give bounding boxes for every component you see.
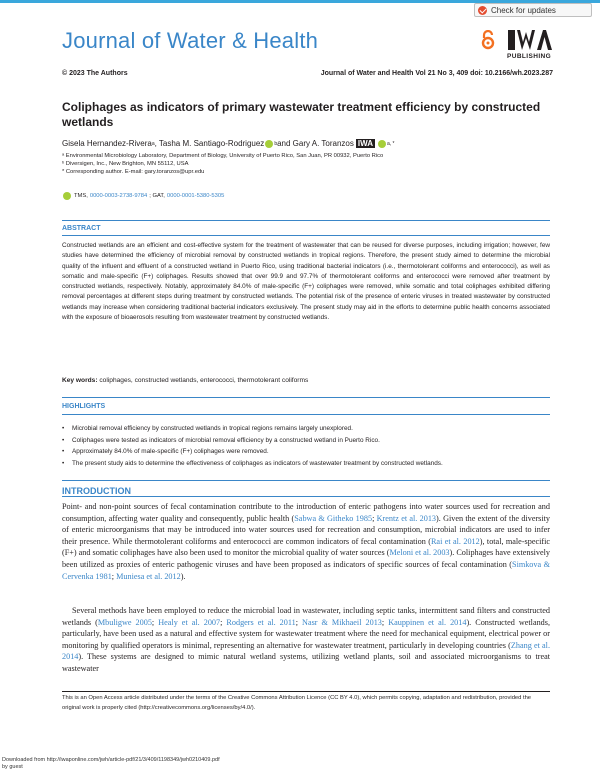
author-3-sup: a, * [387,140,395,147]
divider [62,235,550,236]
check-updates-label: Check for updates [491,5,556,15]
text-run: ). [180,571,186,581]
iwa-member-icon: IWA [357,139,373,148]
iwa-publishing-logo [508,26,552,54]
text-run: ; [372,513,377,523]
divider [62,397,550,398]
list-item: • Coliphages were tested as indicators of microbial removal efficiency by a constructed wetland in Puerto Rico. [62,435,550,447]
text-run: ). Coliphages have extensively been utilized as proxies of enteric pathogenic viruses and have been proposed as indicators of specific sources of fecal contamination ( [62,548,551,569]
orcid-label-1: TMS, [74,193,88,199]
citation-link[interactable]: Rai et al. 2012 [430,536,480,546]
divider [62,414,550,415]
text-run: ; [151,617,159,627]
publisher-label: PUBLISHING [507,53,552,60]
text-run: ; [220,617,227,627]
journal-title: Journal of Water & Health [62,28,319,53]
citation-link[interactable]: Simkova & Cervenka 1981 [62,559,550,581]
citation-link[interactable]: Healy et al. 2007 [158,617,221,627]
intro-paragraph-1 [62,501,550,582]
highlights-heading: HIGHLIGHTS [62,403,106,410]
citation-link[interactable]: Meloni et al. 2003 [389,548,450,558]
text-run: ; [111,571,117,581]
download-url: Downloaded from http://iwaponline.com/jwh/article-pdf/21/3/409/1198349/jwh0210409.pdf [2,757,220,763]
abstract-heading: ABSTRACT [62,225,101,232]
download-guest: by guest [2,763,23,770]
text-run: ; [381,617,389,627]
keywords-label: Key words: [62,377,98,384]
citation-link[interactable]: Nasr & Mikhaeil 2013 [302,617,382,627]
orcid-ids [62,192,224,200]
citation-link[interactable]: Rodgers et al. 2011 [226,617,296,627]
divider [62,220,550,221]
abstract-text: Constructed wetlands are an efficient and cost-effective system for the treatment of wastewater that can be reused for diverse purposes, including irrigation; however, few studies have determined the efficiency of microbial removal by constructed wetlands in tropical regions. Therefore, the present study aimed to determine the microbial quality of the influent and effluent of a constructed wetland in Puerto Rico, using traditional bacterial indicators (i.e., thermotolerant coliforms and enterococci), as well as somatic and male-specific (F+) coliphages. Results showed that over 99.9 and 97.7% of thermotolerant coliforms and enterococci were removed after treatment by constructed wetlands, respectively. Notably, approximately 84.0% of male-specific (F+) coliphages were removed, while somatic and total coliphages exhibited differing removal percentages at different steps during treatment by constructed wetlands. The potential risk of the presence of enteric viruses in treated wastewater by constructed wetlands may increase when considering traditional bacterial indicators exclusively. The present study may aid in the efforts to determine public health concerns associated with the exposure of bioaerosols resulting from wastewater treatment by constructed wetlands. [62,242,550,322]
author-2-sup: b [274,140,278,147]
orcid-link-1[interactable]: 0000-0003-2738-9784 [89,193,148,199]
affiliation-b: ᵇ Diversigen, Inc., New Brighton, MN 55112, USA [62,161,189,167]
divider [62,496,550,497]
copyright: © 2023 The Authors [62,70,128,77]
affiliation-a: ᵃ Environmental Microbiology Laboratory, Department of Biology, University of Puerto Rico, San Juan, PR 00932, Puerto Rico [62,153,384,159]
open-access-icon [481,30,495,50]
license-footnote: This is an Open Access article distributed under the terms of the Creative Commons Attribution Licence (CC BY 4.0), which permits copying, adaptation and redistribution, provided the original work is properly cited (http://creativecommons.org/licenses/by/4.0/). [62,695,532,711]
list-item: • Approximately 84.0% of male-specific (F+) coliphages were removed. [62,446,550,458]
introduction-heading: INTRODUCTION [62,486,131,496]
corresponding-author: * Corresponding author. E-mail: gary.toranzos@upr.edu [62,169,205,175]
citation-link[interactable]: Sabwa & Githeko 1985 [294,513,373,523]
citation-link[interactable]: Krentz et al. 2013 [376,513,437,523]
keywords-list: coliphages, constructed wetlands, enterococci, thermotolerant coliforms [97,377,309,384]
text-run: ; [295,617,303,627]
text-run: ). These systems are designed to mimic natural wetland systems, utilizing wetland plants, soil and associated microorganisms to treat wastewater [62,652,550,673]
citation-link[interactable]: Mbuligwe 2005 [97,617,152,627]
author-1: Gisela Hernandez-Rivera [62,139,152,148]
check-updates-icon [478,6,487,15]
text-run: ). Constructed wetlands, particularly, have been used as a natural and effective system for wastewater treatment where the need for mechanical equipment, electrical power or monitoring by qualified operators is minimal, representing an alternative for wastewater treatment, particularly in developing countries ( [62,617,550,650]
orcid-link-2[interactable]: 0000-0001-5380-5305 [166,193,225,199]
citation: Journal of Water and Health Vol 21 No 3, 409 doi: 10.2166/wh.2023.287 [320,70,553,77]
footnote-divider [62,691,550,692]
text-run: Point- and non-point sources of fecal contamination contribute to the introduction of enteric pathogens into water sources used for recreation and consumption, affecting water quality and consequently, public health ( [62,502,550,523]
divider [62,480,550,481]
intro-paragraph-2 [62,605,550,675]
check-for-updates-button[interactable] [474,3,592,17]
orcid-icon[interactable] [378,140,386,148]
author-3: and Gary A. Toranzos [277,139,354,148]
author-2: , Tasha M. Santiago-Rodriguez [154,139,265,148]
author-1-sup: a [151,140,155,147]
list-item: • Microbial removal efficiency by constructed wetlands in tropical regions remains largely unexplored. [62,423,550,435]
keywords [62,377,308,384]
orcid-icon[interactable] [265,140,273,148]
text-run: ), total, male-specific (F+) and somatic coliphages have also been used to monitor the microbial quality of water sources ( [62,536,550,558]
orcid-label-2: ; GAT, [149,193,165,199]
citation-link[interactable]: Kauppinen et al. 2014 [388,617,467,627]
text-run: ). Given the extent of the diversity of enteric microorganisms that may be introduced into water sources used for recreation and consumption, microbial indicators are used to infer their presence. While thermotolerant coliforms and enterococci are common indicators of fecal contamination ( [62,513,551,546]
download-notice [2,757,220,770]
highlights-list [62,423,550,469]
citation-link[interactable]: Zhang et al. 2014 [62,640,551,662]
list-item: • The present study aids to determine the effectiveness of coliphages as indicators of wastewater treatment by constructed wetlands. [62,458,550,470]
orcid-icon [63,192,71,200]
citation-link[interactable]: Muniesa et al. 2012 [116,571,181,581]
author-list [62,139,395,148]
text-run: Several methods have been employed to reduce the microbial load in wastewater, including septic tanks, intermittent sand filters and constructed wetlands ( [62,606,550,627]
article-title: Coliphages as indicators of primary wastewater treatment efficiency by constructed wetlands [62,100,541,129]
